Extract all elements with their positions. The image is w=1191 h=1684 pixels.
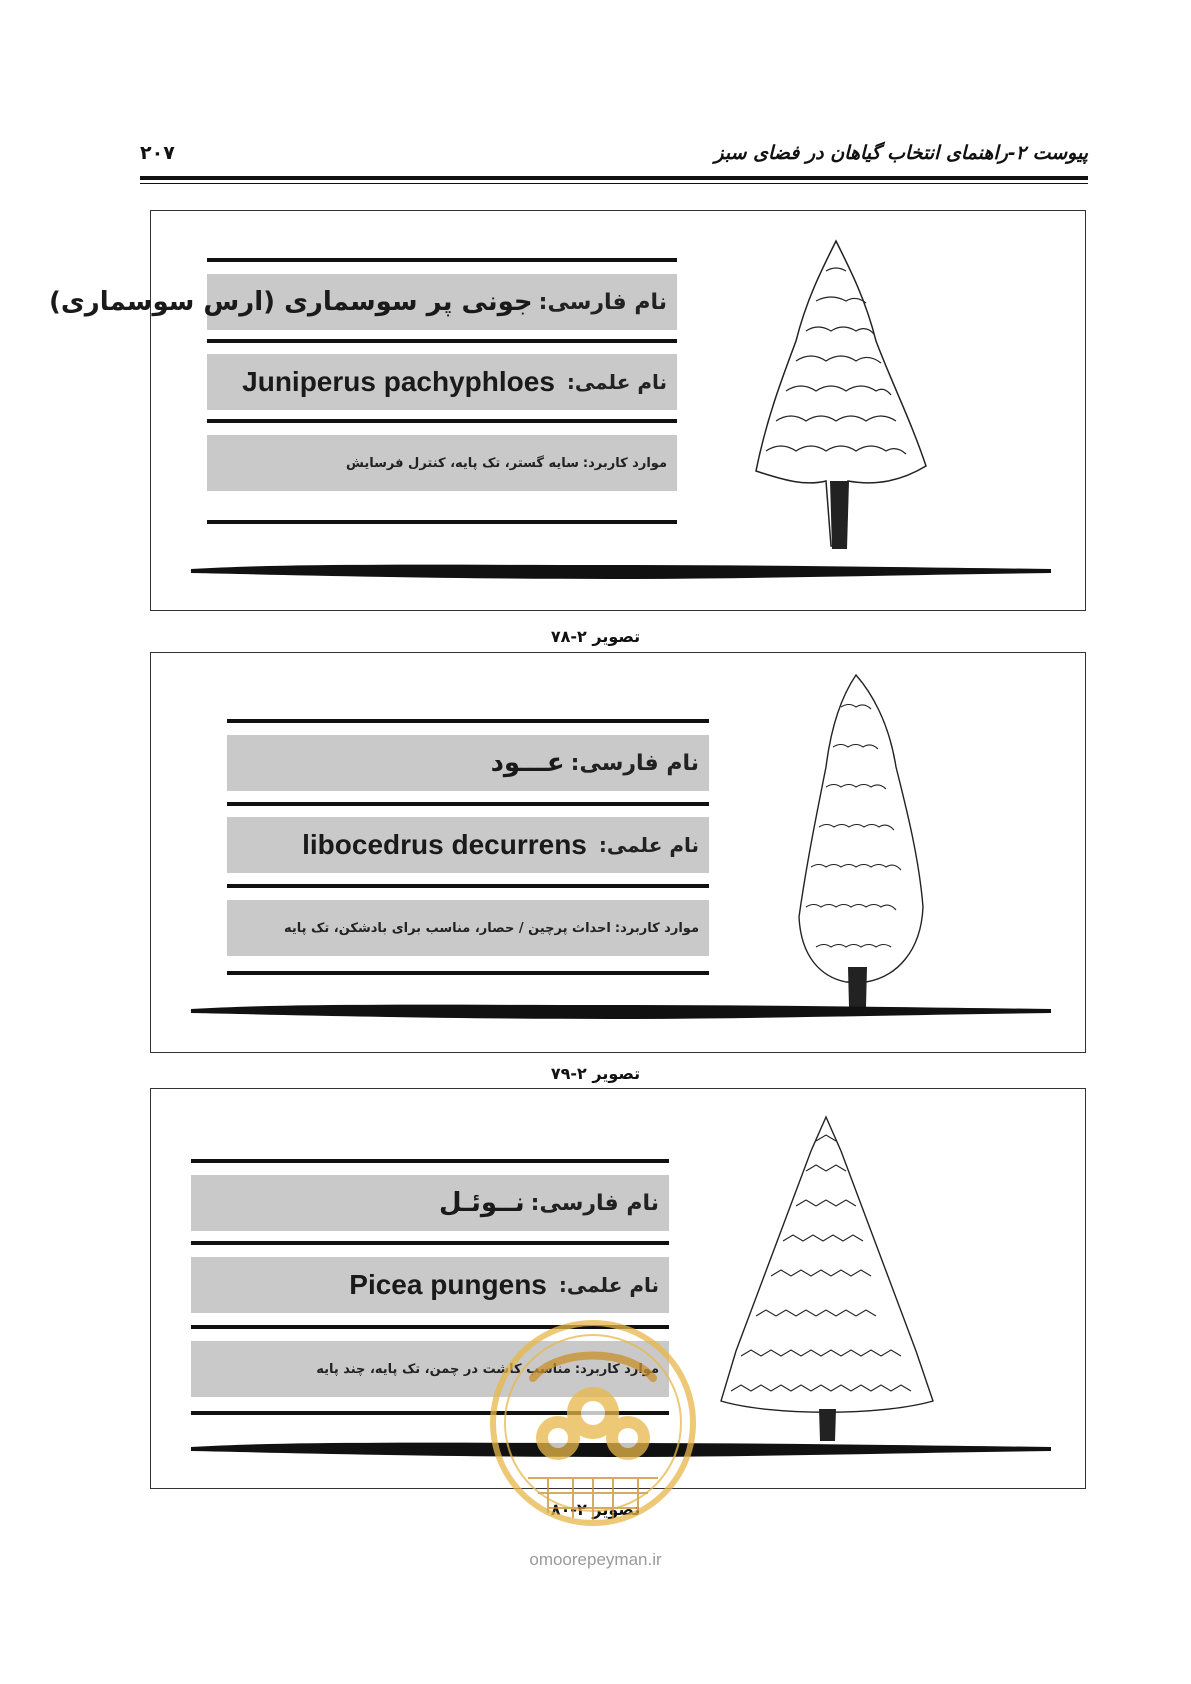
scientific-name-field — [191, 1257, 669, 1313]
usage-label: موارد کاربرد: — [574, 1361, 659, 1377]
rule — [227, 802, 709, 806]
rule — [191, 1159, 669, 1163]
header-rule-thin — [140, 183, 1088, 184]
persian-name-label: نام فارسی: — [530, 1190, 659, 1216]
rule — [207, 258, 677, 262]
page-number: ۲۰۷ — [140, 142, 175, 164]
scientific-name-value: Juniperus pachyphloes — [242, 366, 555, 397]
publisher-seal-watermark — [488, 1318, 698, 1528]
rule — [191, 1241, 669, 1245]
scientific-name-label: نام علمی: — [558, 1273, 659, 1297]
persian-name-field — [227, 735, 709, 791]
usage-label: موارد کاربرد: — [614, 920, 699, 936]
rule — [227, 971, 709, 975]
rule — [227, 884, 709, 888]
usage-field — [207, 435, 677, 491]
persian-name-value: عـــود — [490, 748, 565, 778]
scientific-name-label: نام علمی: — [598, 833, 699, 857]
rule — [207, 339, 677, 343]
persian-name-label: نام فارسی: — [570, 750, 699, 776]
persian-name-value: جونی پر سوسماری (ارس سوسماری) — [49, 287, 533, 317]
scientific-name-field — [207, 354, 677, 410]
persian-name-label: نام فارسی: — [538, 289, 667, 315]
persian-name-field — [49, 274, 677, 330]
ground-line — [191, 551, 1051, 581]
incense-cedar-illustration — [771, 667, 941, 1017]
usage-value: احداث پرچین / حصار، مناسب برای بادشکن، تک پایه — [283, 920, 611, 936]
scientific-name-value: Picea pungens — [349, 1269, 547, 1300]
scientific-name-value: libocedrus decurrens — [302, 829, 587, 860]
usage-label: موارد کاربرد: — [582, 455, 667, 471]
running-title: پیوست ۲-راهنمای انتخاب گیاهان در فضای سبز — [714, 142, 1088, 164]
rule — [207, 419, 677, 423]
persian-name-field — [191, 1175, 669, 1231]
usage-value: سایه گستر، تک پایه، کنترل فرسایش — [345, 455, 579, 471]
spruce-tree-illustration — [711, 1111, 941, 1451]
rule — [227, 719, 709, 723]
figure-caption: تصویر ۲-۷۹ — [550, 1064, 641, 1083]
juniper-tree-illustration — [726, 231, 946, 561]
figure-caption: تصویر ۲-۸۰ — [550, 1500, 641, 1519]
scientific-name-field — [227, 817, 709, 873]
page-header — [140, 142, 1088, 172]
ground-line — [191, 991, 1051, 1021]
persian-name-value: نــوئـل — [438, 1188, 525, 1218]
figure-caption: تصویر ۲-۷۸ — [550, 627, 641, 646]
usage-field — [227, 900, 709, 956]
figure-juniperus — [49, 210, 1086, 611]
usage-value: مناسب کاشت در چمن، تک پایه، چند پایه — [316, 1361, 571, 1377]
rule — [207, 520, 677, 524]
site-url: omoorepeyman.ir — [529, 1550, 662, 1569]
figure-libocedrus — [150, 652, 1086, 1053]
header-rule — [140, 176, 1088, 180]
scientific-name-label: نام علمی: — [566, 370, 667, 394]
